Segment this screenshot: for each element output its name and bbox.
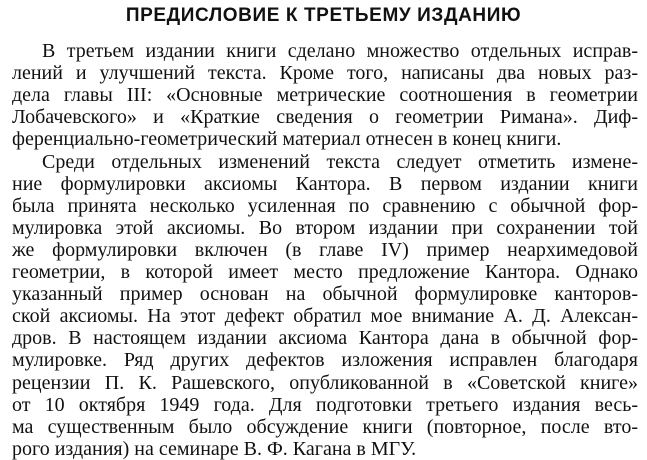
page-title: ПРЕДИСЛОВИЕ К ТРЕТЬЕМУ ИЗДАНИЮ xyxy=(125,5,522,26)
paragraph-2-line-10: мулировке. Ряд других дефектов изложения исправлен благодаря xyxy=(12,349,638,372)
paragraph-2-line-12: от 10 октября 1949 года. Для подготовки третьего издания весь- xyxy=(12,393,638,416)
paragraph-2-line-14: рого издания) на семинаре В. Ф. Кагана в МГУ. xyxy=(12,437,417,460)
paragraph-1-line-1: В третьем издании книги сделано множество отдельных исправ- xyxy=(42,40,638,62)
paragraph-1-line-2: лений и улучшений текста. Кроме того, написаны два новых раз- xyxy=(12,62,638,85)
paragraph-1-line-4: Лобачевского» и «Краткие сведения о геометрии Римана». Диф- xyxy=(12,106,638,129)
paragraph-2-line-2: ние формулировки аксиомы Кантора. В первом издании книги xyxy=(12,172,638,195)
paragraph-1-line-3: дела главы III: «Основные метрические соотношения в геометрии xyxy=(12,84,638,107)
paragraph-2-line-8: ской аксиомы. На этот дефект обратил мое внимание А. Д. Алексан- xyxy=(12,305,638,328)
paragraph-2-line-6: геометрии, в которой имеет место предложение Кантора. Однако xyxy=(12,261,638,283)
paragraph-2-line-7: указанный пример основан на обычной формулировке канторов- xyxy=(12,283,638,306)
paragraph-2-line-3: была принята несколько усиленная по сравнению с обычной фор- xyxy=(12,194,638,217)
paragraph-2-line-11: рецензии П. К. Рашевского, опубликованной в «Советской книге» xyxy=(12,371,638,394)
paragraph-2-line-5: же формулировки включен (в главе IV) пример неархимедовой xyxy=(12,238,638,261)
paragraph-2-line-13: ма существенным было обсуждение книги (повторное, после вто- xyxy=(12,415,638,438)
paragraph-1-line-5: ференциально-геометрический материал отнесен в конец книги. xyxy=(12,128,562,151)
paragraph-2-line-9: дров. В настоящем издании аксиома Кантора дана в обычной фор- xyxy=(12,327,638,350)
paragraph-2-line-1: Среди отдельных изменений текста следует отметить измене- xyxy=(42,150,638,173)
paragraph-2-line-4: мулировка этой аксиомы. Во втором издании при сохранении той xyxy=(12,216,638,239)
